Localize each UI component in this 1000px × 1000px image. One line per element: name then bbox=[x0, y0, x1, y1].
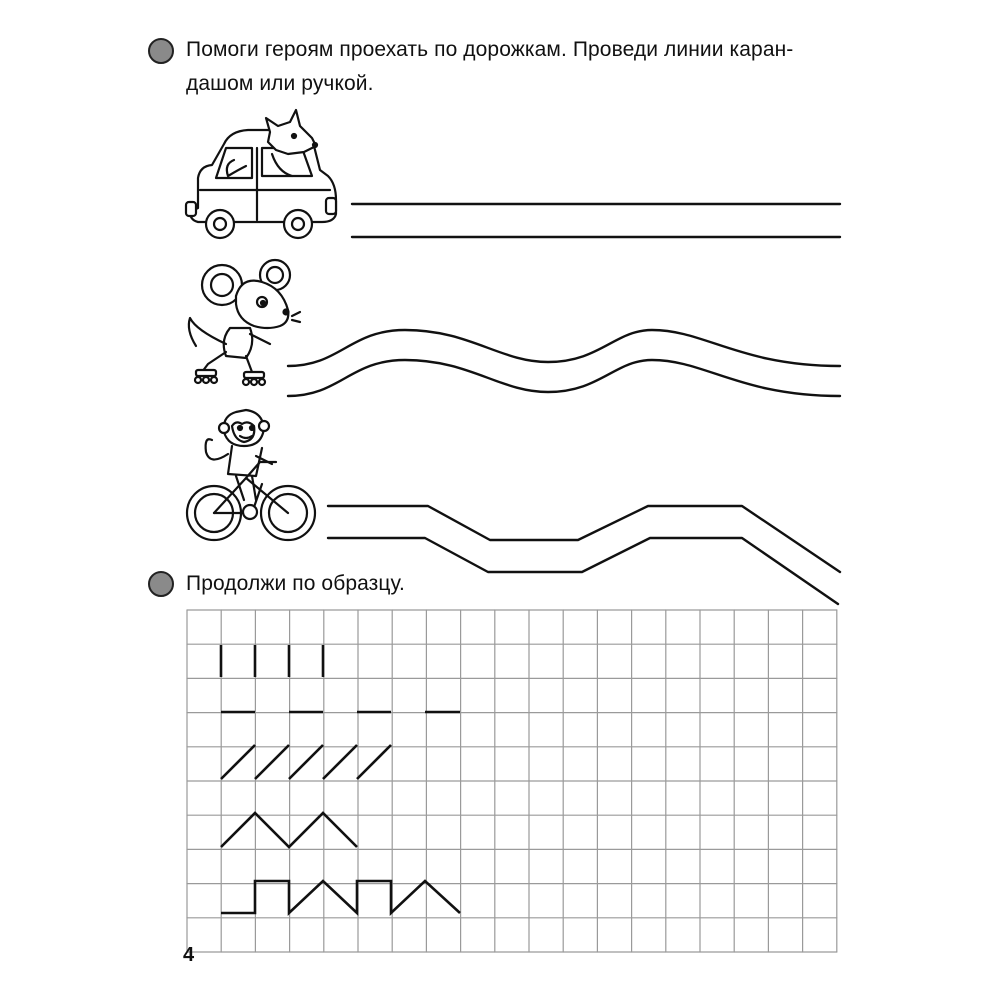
pattern-row-5-meander bbox=[221, 881, 460, 913]
page-number: 4 bbox=[183, 944, 195, 966]
fox-in-car-illustration bbox=[186, 110, 336, 238]
pattern-row-1-vertical-brackets bbox=[221, 645, 323, 677]
wavy-road bbox=[288, 330, 840, 396]
task1-line1: Помоги героям проехать по дорожкам. Проведи линии каран- bbox=[186, 38, 794, 61]
straight-road bbox=[352, 204, 840, 237]
monkey-on-bicycle-illustration bbox=[187, 410, 315, 540]
zigzag-road bbox=[328, 506, 840, 604]
task2-instruction: Продолжи по образцу. bbox=[186, 572, 405, 595]
graph-paper-grid bbox=[187, 610, 837, 952]
task1-line2: дашом или ручкой. bbox=[186, 72, 374, 95]
pattern-row-3-slashes bbox=[221, 745, 391, 779]
mouse-on-skates-illustration bbox=[189, 260, 300, 385]
pattern-exercises bbox=[221, 645, 460, 913]
